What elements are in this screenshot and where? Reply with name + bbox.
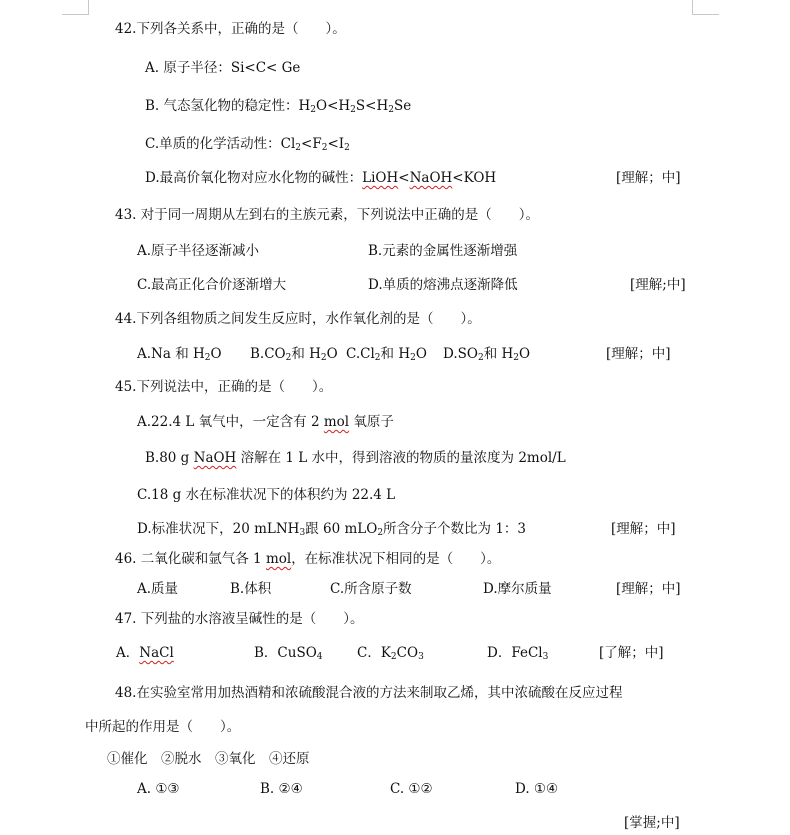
q43-tag: [理解;中] [630,277,686,293]
q48-option-c: C. ①② [390,781,433,797]
q42-option-d: D.最高价氧化物对应水化物的碱性：LiOH<NaOH<KOH [145,170,497,186]
q46-option-d: D.摩尔质量 [483,581,552,597]
q48-option-d: D. ①④ [515,781,559,797]
q48-options-list: ①催化 ②脱水 ③氧化 ④还原 [107,751,310,767]
q44-option-a: A.Na 和 $H_2O$ [137,346,222,363]
q44-option-c: $C.Cl_2$和 $H_2O$ [346,346,427,363]
q47-option-a: A．NaCl [116,645,174,661]
q48-option-a: A. ①③ [137,781,180,797]
q43-option-a: A.原子半径逐渐减小 [137,243,260,259]
q44-option-d: $D.SO_2$和 $H_2O$ [443,346,531,363]
q45-tag: [理解；中] [611,521,676,537]
crop-mark-left [62,0,89,15]
q45-option-d: D.标准状况下，20 mLNH$_3$跟 60 mLO$_2$所含分子个数比为 1：3 [137,521,527,538]
q47-stem: 47. 下列盐的水溶液呈碱性的是（ ）。 [115,611,364,627]
q48-option-b: B. ②④ [260,781,303,797]
crop-mark-right [692,0,719,15]
q46-stem: 46. 二氧化碳和氩气各 1 mol，在标准状况下相同的是（ ）。 [115,551,501,567]
q47-option-c: C．$K_2CO_3$ [357,645,424,662]
q44-option-b: $B.CO_2$和 $H_2O$ [250,346,338,363]
q43-option-d: D.单质的熔沸点逐渐降低 [368,277,518,293]
q42-option-b: B. 气态氢化物的稳定性：$H_2O<H_2S<H_2Se$ [145,98,412,115]
q44-stem: 44.下列各组物质之间发生反应时，水作氧化剂的是（ ）。 [115,311,481,327]
q43-option-c: C.最高正化合价逐渐增大 [137,277,287,293]
q46-option-b: B.体积 [230,581,272,597]
q45-option-c: C.18 g 水在标准状况下的体积约为 22.4 L [137,487,396,503]
q46-tag: [理解；中] [616,581,681,597]
q43-option-b: B.元素的金属性逐渐增强 [368,243,518,259]
q46-option-c: C.所含原子数 [330,581,412,597]
q48-stem-line2: 中所起的作用是（ ）。 [85,719,241,735]
q42-option-c: C.单质的化学活动性：$Cl_2<F_2<I_2$ [145,136,350,153]
q48-stem-line1: 48.在实验室常用加热酒精和浓硫酸混合液的方法来制取乙烯，其中浓硫酸在反应过程 [115,685,623,701]
q42-stem: 42.下列各关系中，正确的是（ ）。 [115,21,346,37]
q48-tag: [掌握;中] [624,815,680,831]
q45-stem: 45.下列说法中，正确的是（ ）。 [115,379,333,395]
q43-stem: 43. 对于同一周期从左到右的主族元素，下列说法中正确的是（ ）。 [115,207,540,223]
q47-option-d: D．FeCl$_3$ [487,645,549,662]
q45-option-b: B.80 g NaOH 溶解在 1 L 水中，得到溶液的物质的量浓度为 2mol/L [145,450,566,466]
q46-option-a: A.质量 [137,581,179,597]
q47-option-b: B．CuSO$_4$ [254,645,323,662]
q45-option-a: A.22.4 L 氧气中，一定含有 2 mol 氧原子 [137,414,394,430]
q44-tag: [理解；中] [606,346,671,362]
q42-option-a: A. 原子半径：Si<C< Ge [145,60,301,76]
q42-tag: [理解；中] [616,170,681,186]
q47-tag: [了解；中] [599,645,664,661]
